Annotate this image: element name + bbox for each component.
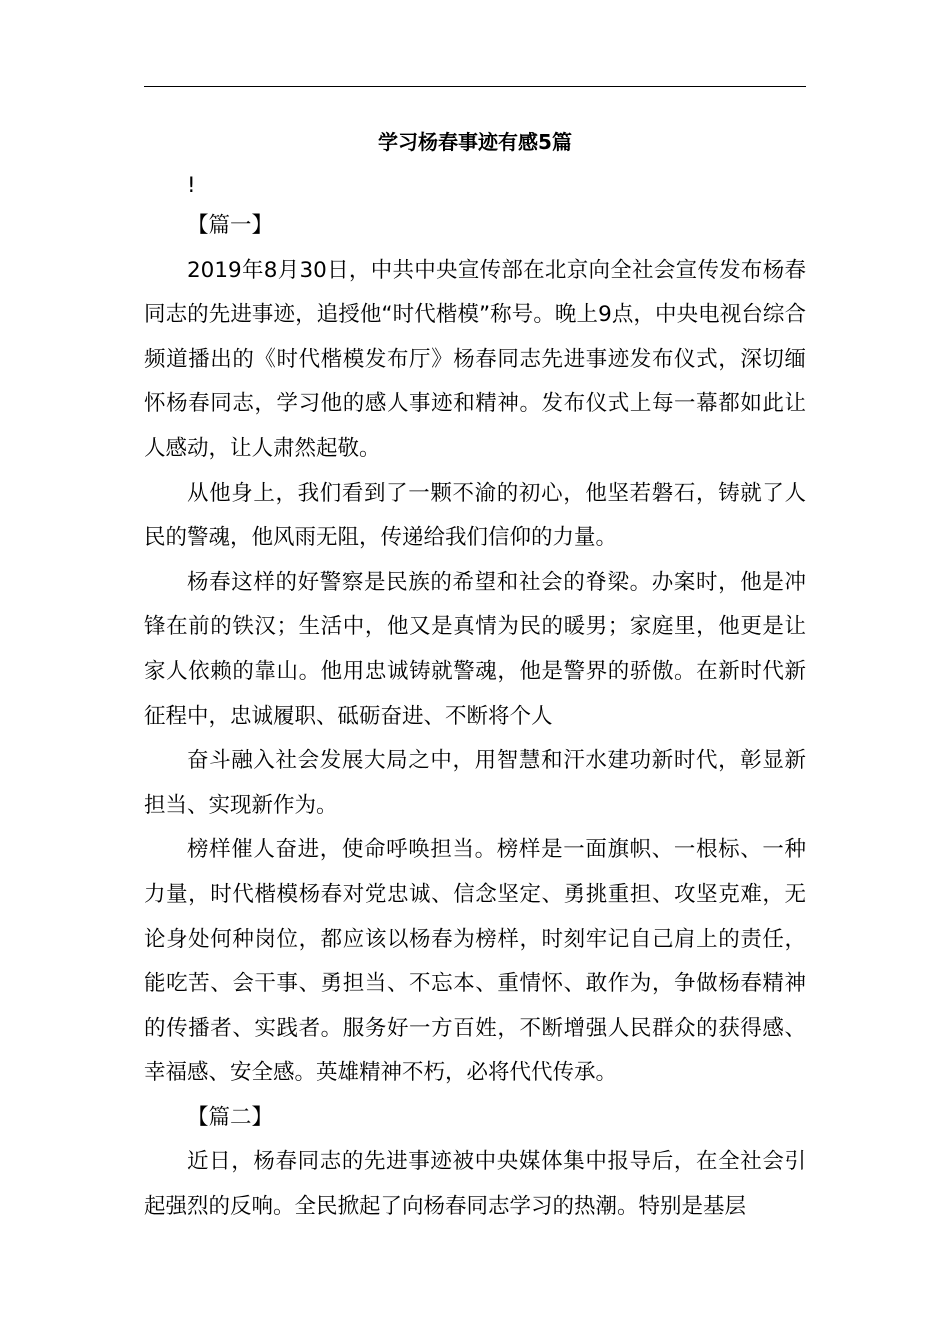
section-heading-2: 【篇二】 (187, 1104, 274, 1130)
stray-mark: ! (187, 173, 196, 198)
paragraph: 近日，杨春同志的先进事迹被中央媒体集中报导后，在全社会引起强烈的反响。全民掀起了向杨春同志学习的热潮。特别是基层 (144, 1149, 806, 1220)
section-heading-1: 【篇一】 (187, 213, 274, 238)
paragraph: 榜样催人奋进，使命呼唤担当。榜样是一面旗帜、一根标、一种力量，时代楷模杨春对党忠诚、信念坚定、勇挑重担、攻坚克难，无论身处何种岗位，都应该以杨春为榜样，时刻牢记自己肩上的责任，能吃苦、会干事、勇担当、不忘本、重情怀、敢作为，争做杨春精神的传播者、实践者。服务好一方百姓，不断增强人民群众的获得感、幸福感、安全感。英雄精神不朽，必将代代传承。 (144, 837, 806, 1086)
header-rule (144, 86, 806, 87)
paragraph: 奋斗融入社会发展大局之中，用智慧和汗水建功新时代，彰显新担当、实现新作为。 (144, 748, 806, 818)
paragraph: 从他身上，我们看到了一颗不渝的初心，他坚若磐石，铸就了人民的警魂，他风雨无阻，传递给我们信仰的力量。 (144, 480, 806, 551)
document-body (144, 168, 806, 1230)
paragraph: 杨春这样的好警察是民族的希望和社会的脊梁。办案时，他是冲锋在前的铁汉；生活中，他又是真情为民的暖男；家庭里，他更是让家人依赖的靠山。他用忠诚铸就警魂，他是警界的骄傲。在新时代新征程中，忠诚履职、砥砺奋进、不断将个人 (144, 569, 806, 729)
paragraph: 2019年8月30日，中共中央宣传部在北京向全社会宣传发布杨春同志的先进事迹，追授他“时代楷模”称号。晚上9点，中央电视台综合频道播出的《时代楷模发布厅》杨春同志先进事迹发布仪式，深切缅怀杨春同志，学习他的感人事迹和精神。发布仪式上每一幕都如此让人感动，让人肃然起敬。 (144, 257, 806, 461)
document-title: 学习杨春事迹有感5篇 (378, 130, 572, 154)
